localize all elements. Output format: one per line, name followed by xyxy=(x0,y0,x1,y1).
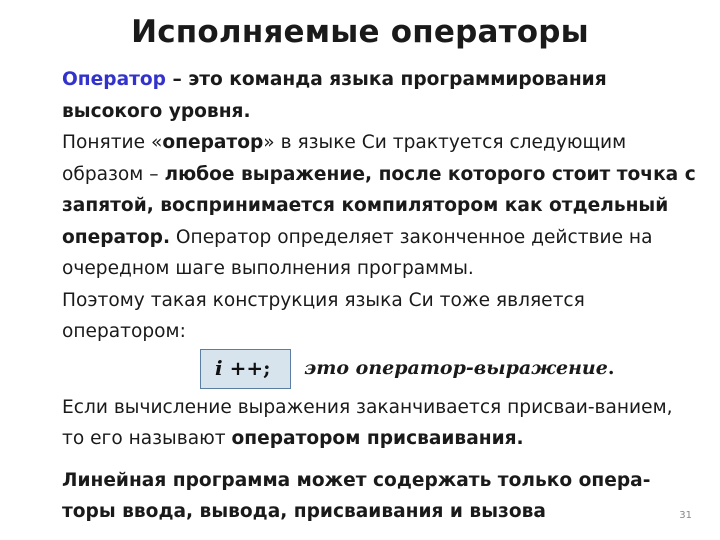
concept-text-3: Оператор определяет законченное действие на очередном шаге выполнения программы. xyxy=(62,226,653,279)
concept-term: оператор xyxy=(162,132,264,153)
code-variable: i xyxy=(215,355,223,380)
concept-emphasis: любое выражение, после которого стоит точка с запятой, воспринимается компилятором как отдельный оператор. xyxy=(62,163,696,248)
code-comment xyxy=(304,352,614,384)
linear-program-paragraph: Линейная программа может содержать только опера-торы ввода, вывода, присваивания и вызова xyxy=(62,469,651,522)
assignment-paragraph xyxy=(32,392,696,455)
code-example xyxy=(32,348,696,392)
code-operator: ++; xyxy=(222,355,271,380)
definition-text: – это команда языка программирования высокого уровня. xyxy=(62,69,607,122)
assignment-text: Если вычисление выражения заканчивается присваи-ванием, то его называют xyxy=(62,396,673,449)
definition-paragraph xyxy=(32,64,696,127)
slide-title: Исполняемые операторы xyxy=(131,14,589,50)
term-operator: Оператор xyxy=(62,69,166,90)
construction-paragraph: Поэтому такая конструкция языка Си тоже является оператором: xyxy=(62,289,585,342)
slide-body xyxy=(32,64,696,528)
page-number: 31 xyxy=(679,510,692,521)
concept-paragraph xyxy=(32,127,696,285)
concept-text-2: » в языке Си трактуется следующим образом – xyxy=(62,132,627,185)
spacer xyxy=(32,455,696,465)
code-comment-dot: . xyxy=(607,356,615,379)
code-comment-text: это оператор-выражение xyxy=(304,356,608,379)
code-box xyxy=(200,349,291,389)
concept-text-1: Понятие « xyxy=(62,132,163,153)
assignment-term: оператором присваивания. xyxy=(231,428,524,449)
